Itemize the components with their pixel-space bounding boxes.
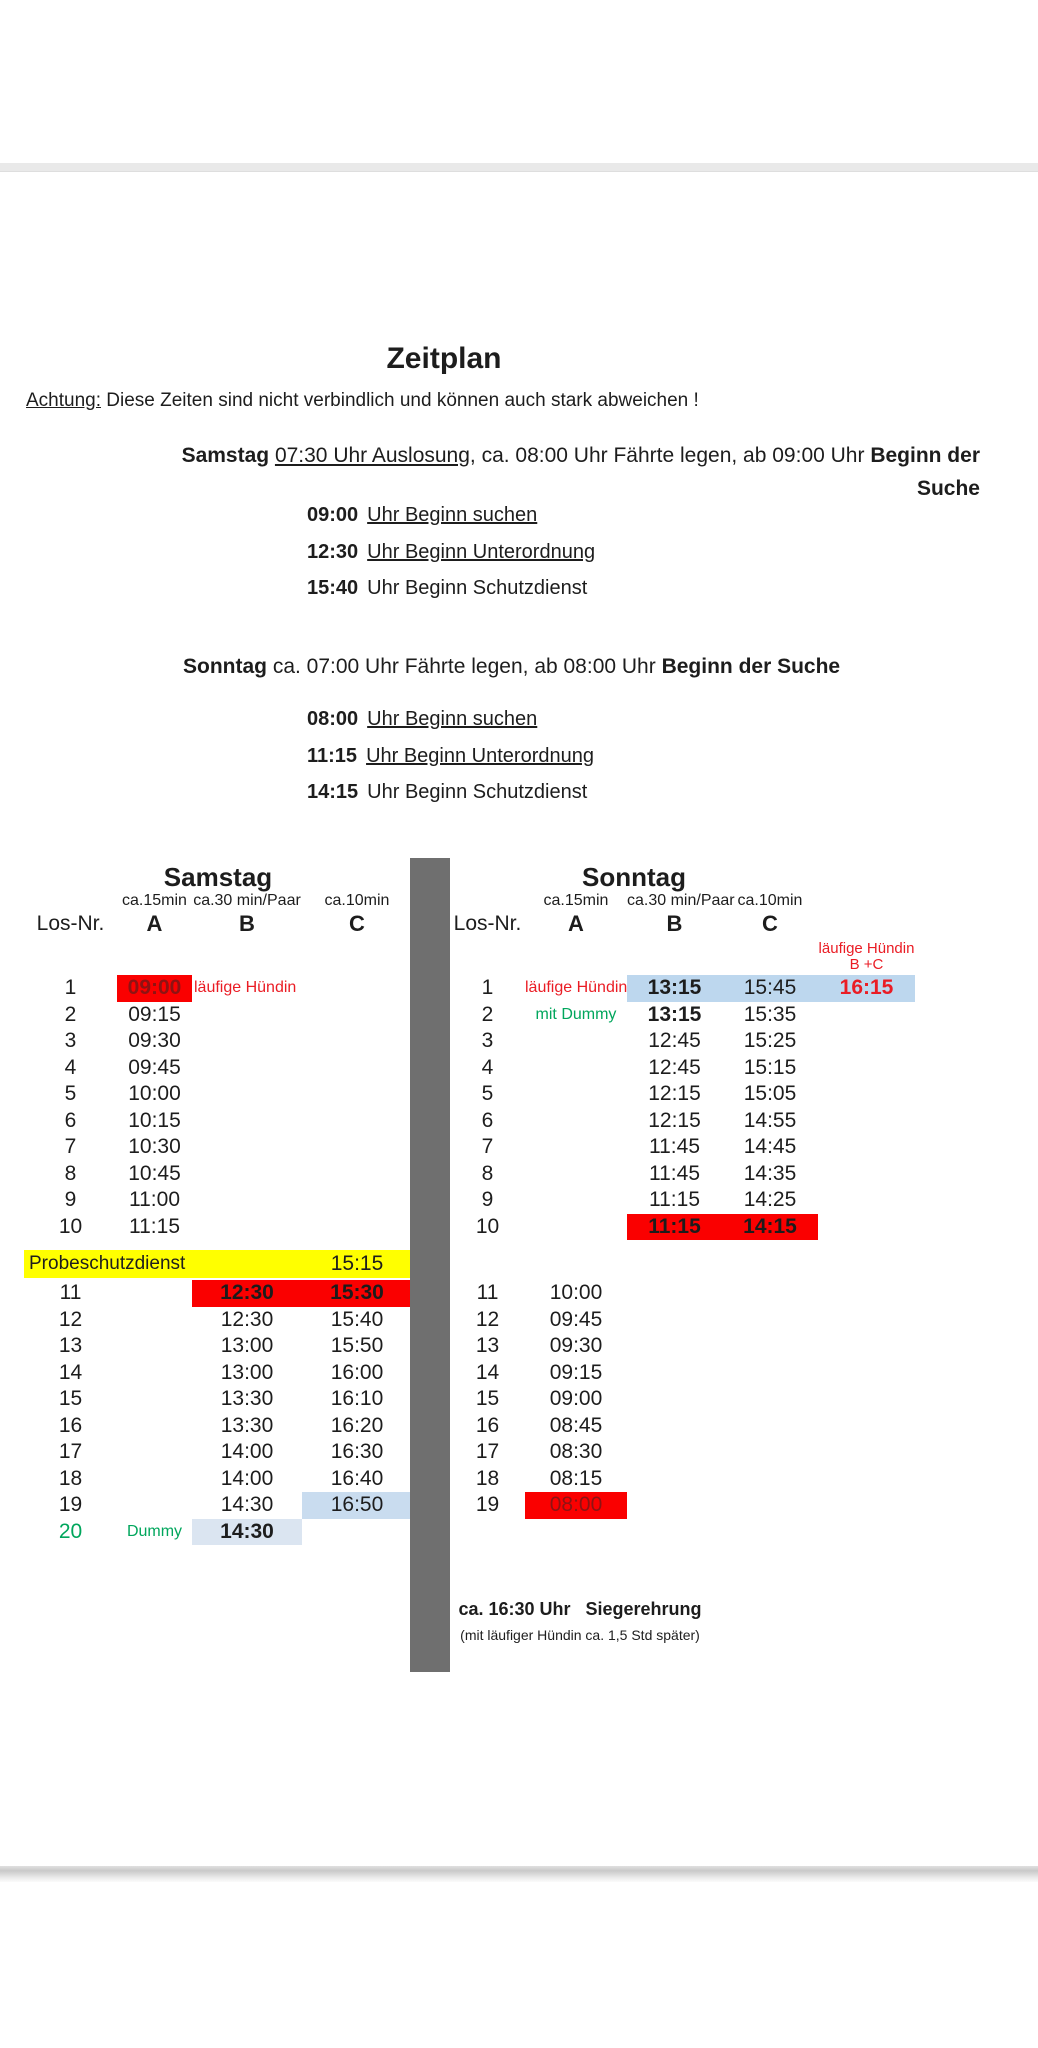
cell-b <box>627 1492 722 1519</box>
cell-nr: 16 <box>475 1413 500 1437</box>
cell-a <box>525 1055 627 1082</box>
cell-e <box>818 1333 915 1360</box>
cell-nr: 2 <box>481 1002 494 1026</box>
table-row <box>450 975 915 1002</box>
cell-b <box>192 1250 302 1278</box>
cell-a <box>525 1028 627 1055</box>
cell-c: 14:45 <box>743 1135 797 1158</box>
cell-c: 15:45 <box>722 975 818 1002</box>
extra-header-line: läufige Hündin <box>818 940 915 957</box>
schedule-item-label: Uhr Beginn suchen <box>367 708 538 730</box>
table-header-row <box>24 912 412 938</box>
schedule-item <box>307 540 595 577</box>
text-segment: 07:30 Uhr Auslosung <box>274 444 470 467</box>
table-row <box>450 1134 915 1161</box>
cell-e <box>818 1055 915 1082</box>
column-header-a: A <box>568 911 584 936</box>
subheader-c: ca.10min <box>324 892 390 909</box>
cell-c <box>302 1519 412 1546</box>
cell-nr: 13 <box>475 1334 500 1357</box>
cell-nr: 10 <box>58 1214 83 1238</box>
sunday-schedule-list <box>307 707 594 817</box>
cell-e <box>818 1214 915 1241</box>
cell-b: 12:30 <box>220 1307 274 1331</box>
cell-a: 08:15 <box>549 1466 603 1490</box>
cell-e <box>818 1002 915 1029</box>
cell-nr: 9 <box>481 1188 494 1211</box>
cell-nr: 1 <box>481 976 494 999</box>
cell-e: 16:15 <box>818 975 915 1002</box>
column-header-c: C <box>762 911 778 936</box>
table-row <box>24 1307 412 1334</box>
cell-e <box>818 1439 915 1466</box>
cell-a <box>117 1466 192 1493</box>
cell-a <box>525 1108 627 1135</box>
table-row <box>24 1214 412 1241</box>
cell-e <box>818 1081 915 1108</box>
cell-b: 13:00 <box>220 1334 274 1357</box>
table-row <box>450 1466 915 1493</box>
table-row <box>450 1307 915 1334</box>
cell-nr: 12 <box>475 1307 500 1331</box>
cell-b <box>627 1466 722 1493</box>
cell-a <box>525 1161 627 1188</box>
cell-b: 12:15 <box>648 1082 701 1105</box>
table-row <box>24 1134 412 1161</box>
table-row <box>24 1360 412 1387</box>
cell-b <box>192 1028 302 1055</box>
cell-b: 14:00 <box>220 1466 274 1490</box>
cell-b: 13:30 <box>220 1413 274 1437</box>
cell-a: 10:00 <box>128 1082 181 1105</box>
cell-a: 10:15 <box>128 1108 181 1132</box>
cell-a: 09:45 <box>549 1307 603 1331</box>
cell-b: 13:00 <box>220 1360 274 1384</box>
cell-nr: 18 <box>58 1466 83 1490</box>
cell-a <box>117 1413 192 1440</box>
cell-a: 10:00 <box>549 1281 603 1304</box>
table-row <box>450 1386 915 1413</box>
cell-a <box>525 1081 627 1108</box>
cell-e <box>818 1134 915 1161</box>
cell-c: 14:25 <box>743 1188 797 1211</box>
subheader-c: ca.10min <box>737 892 803 909</box>
cell-c <box>302 1081 412 1108</box>
cell-b <box>192 1214 302 1241</box>
cell-a: 09:15 <box>128 1002 181 1026</box>
schedule-item <box>307 780 594 817</box>
cell-c <box>722 1280 818 1307</box>
cell-nr: 4 <box>64 1055 77 1079</box>
text-segment: Beginn der Suche <box>661 655 841 678</box>
saturday-schedule-list <box>307 503 595 613</box>
cell-nr: 5 <box>481 1082 494 1105</box>
sunday-intro <box>183 655 840 679</box>
cell-b <box>192 1161 302 1188</box>
cell-b: 14:30 <box>192 1519 302 1546</box>
cell-e <box>818 1161 915 1188</box>
schedule-item-time: 08:00 <box>307 708 359 730</box>
cell-nr: 13 <box>58 1334 83 1357</box>
schedule-item-label: Uhr Beginn suchen <box>367 504 538 526</box>
cell-a: Dummy <box>126 1522 183 1540</box>
subheader-e <box>818 892 915 912</box>
table-row <box>450 1055 915 1082</box>
cell-nr: 12 <box>58 1307 83 1331</box>
cell-b: 11:45 <box>649 1135 700 1158</box>
schedule-item-time: 11:15 <box>307 744 358 767</box>
cell-c: 14:35 <box>743 1161 797 1185</box>
cell-c: 14:55 <box>743 1108 797 1132</box>
text-segment: , ca. 08:00 Uhr Fährte legen, ab 09:00 Uhr <box>469 444 871 467</box>
cell-b: 14:30 <box>220 1493 274 1516</box>
award-ceremony-line: ca. 16:30 Uhr Siegerehrung <box>458 1599 702 1619</box>
table-header-row <box>450 912 915 938</box>
cell-b: 11:45 <box>649 1161 700 1185</box>
column-header-nr: Los-Nr. <box>36 912 105 935</box>
table-row <box>450 1492 915 1519</box>
cell-b: 13:30 <box>220 1387 274 1410</box>
cell-a <box>117 1360 192 1387</box>
table-row <box>450 1439 915 1466</box>
table-row <box>450 1280 915 1307</box>
cell-b: 12:45 <box>648 1029 701 1052</box>
table-row <box>24 1081 412 1108</box>
cell-b <box>627 1413 722 1440</box>
cell-c <box>722 1360 818 1387</box>
cell-c: 14:15 <box>722 1214 818 1241</box>
table-divider-bar <box>410 858 450 1672</box>
cell-c: 15:15 <box>330 1252 384 1275</box>
schedule-item-label: Uhr Beginn Unterordnung <box>366 744 594 767</box>
cell-c: 15:15 <box>743 1055 797 1079</box>
cell-a <box>117 1439 192 1466</box>
cell-a: 09:00 <box>549 1387 603 1410</box>
subheader-b: ca.30 min/Paar <box>193 892 301 909</box>
cell-nr: 18 <box>475 1466 500 1490</box>
cell-b <box>627 1386 722 1413</box>
cell-a: 08:30 <box>549 1440 603 1463</box>
cell-c: 15:35 <box>743 1002 797 1026</box>
subheader-a: ca.15min <box>543 892 609 909</box>
cell-c <box>722 1386 818 1413</box>
cell-c <box>302 1161 412 1188</box>
cell-a: 08:00 <box>525 1492 627 1519</box>
column-header-b: B <box>666 911 683 936</box>
cell-c <box>302 1134 412 1161</box>
cell-nr: 4 <box>481 1055 494 1079</box>
table-row <box>450 1002 915 1029</box>
cell-b: 11:15 <box>649 1188 700 1211</box>
subheader-nr <box>450 892 525 912</box>
cell-c: 16:00 <box>330 1360 384 1384</box>
table-row <box>450 1333 915 1360</box>
cell-nr: 5 <box>64 1082 77 1105</box>
sunday-table <box>450 862 915 1519</box>
cell-nr: 20 <box>58 1519 83 1543</box>
cell-a: mit Dummy <box>535 1005 617 1023</box>
column-header-nr: Los-Nr. <box>453 912 522 935</box>
page-separator-bottom <box>0 1866 1038 1882</box>
cell-b: 12:30 <box>192 1280 302 1307</box>
table-subheader-row <box>24 892 412 912</box>
cell-nr: 14 <box>58 1360 83 1384</box>
cell-a: 09:45 <box>128 1055 181 1079</box>
table-gap-row <box>450 938 915 975</box>
table-row <box>24 975 412 1002</box>
cell-e <box>818 1466 915 1493</box>
text-segment: Beginn der <box>870 444 980 467</box>
cell-c <box>302 1187 412 1214</box>
table-row <box>24 1108 412 1135</box>
cell-c <box>302 1055 412 1082</box>
cell-nr: 3 <box>481 1029 494 1052</box>
cell-c: 16:20 <box>330 1413 384 1437</box>
subheader-nr <box>24 892 117 912</box>
cell-c <box>302 975 412 1002</box>
cell-a: 08:45 <box>549 1413 603 1437</box>
cell-c: 15:25 <box>743 1029 797 1052</box>
table-row <box>450 1360 915 1387</box>
cell-nr: 17 <box>475 1440 500 1463</box>
cell-e <box>818 1307 915 1334</box>
cell-b: 12:45 <box>648 1055 701 1079</box>
cell-a: 11:15 <box>129 1214 180 1238</box>
column-header-e <box>818 912 915 938</box>
cell-e <box>818 1108 915 1135</box>
cell-c: 15:30 <box>302 1280 412 1307</box>
cell-e <box>818 1413 915 1440</box>
text-segment: ca. 07:00 Uhr Fährte legen, ab 08:00 Uhr <box>272 655 662 678</box>
cell-c <box>722 1333 818 1360</box>
probeschutzdienst-label: Probeschutzdienst <box>29 1253 186 1274</box>
cell-a: läufige Hündin <box>525 979 628 996</box>
cell-e <box>818 1492 915 1519</box>
cell-b: 12:15 <box>648 1108 701 1132</box>
table-subheader-row <box>450 892 915 912</box>
cell-nr: 10 <box>475 1214 500 1238</box>
cell-a <box>117 1333 192 1360</box>
cell-a: 09:30 <box>128 1029 181 1052</box>
cell-c: 16:40 <box>330 1466 384 1490</box>
cell-c: 15:50 <box>330 1334 384 1357</box>
schedule-item-time: 14:15 <box>307 781 359 803</box>
schedule-item <box>307 576 595 613</box>
cell-c: 16:10 <box>330 1387 384 1410</box>
cell-c <box>302 1028 412 1055</box>
table-row <box>24 1002 412 1029</box>
schedule-item <box>307 707 594 744</box>
cell-b <box>192 1108 302 1135</box>
cell-a: 11:00 <box>129 1188 180 1211</box>
cell-b <box>192 1002 302 1029</box>
cell-nr: 2 <box>64 1002 77 1026</box>
cell-c <box>302 1002 412 1029</box>
schedule-item-time: 12:30 <box>307 540 359 563</box>
table-row <box>450 1108 915 1135</box>
table-row <box>24 1386 412 1413</box>
cell-nr: 16 <box>58 1413 83 1437</box>
table-row <box>450 1214 915 1241</box>
table-row <box>24 1333 412 1360</box>
cell-nr: 15 <box>58 1387 83 1410</box>
table-row <box>24 1439 412 1466</box>
cell-b <box>192 1081 302 1108</box>
cell-c: 16:30 <box>330 1440 384 1463</box>
cell-e <box>818 1028 915 1055</box>
cell-b <box>627 1307 722 1334</box>
column-header-c: C <box>349 911 365 936</box>
cell-c: 16:50 <box>302 1492 412 1519</box>
cell-a <box>117 1280 192 1307</box>
schedule-item-time: 15:40 <box>307 577 359 599</box>
cell-nr: 6 <box>481 1108 494 1132</box>
subheader-a: ca.15min <box>122 892 187 909</box>
schedule-item-time: 09:00 <box>307 504 359 526</box>
cell-nr: 7 <box>481 1135 494 1158</box>
cell-nr: 6 <box>64 1108 77 1132</box>
table-title: Sonntag <box>582 862 686 892</box>
cell-b: 13:15 <box>627 975 722 1002</box>
saturday-intro-line2 <box>130 472 980 505</box>
cell-a: 09:15 <box>549 1360 603 1384</box>
cell-a <box>525 1214 627 1241</box>
cell-nr: 7 <box>64 1135 77 1158</box>
cell-a: 09:00 <box>117 975 192 1002</box>
cell-b <box>627 1360 722 1387</box>
table-row <box>24 1492 412 1519</box>
table-row <box>450 1081 915 1108</box>
cell-c <box>722 1492 818 1519</box>
cell-c <box>302 1108 412 1135</box>
text-segment: Suche <box>916 477 980 500</box>
cell-a <box>525 1187 627 1214</box>
cell-nr: 19 <box>58 1493 83 1516</box>
cell-nr: 11 <box>476 1281 499 1304</box>
table-row <box>450 1187 915 1214</box>
table-row <box>24 1280 412 1307</box>
cell-nr: 17 <box>58 1440 83 1463</box>
table-row <box>24 1519 412 1546</box>
schedule-item-label: Uhr Beginn Schutzdienst <box>367 577 588 599</box>
schedule-item <box>307 503 595 540</box>
cell-a <box>117 1492 192 1519</box>
cell-nr: 8 <box>481 1161 494 1185</box>
table-row <box>450 1413 915 1440</box>
cell-nr: 3 <box>64 1029 77 1052</box>
table-row <box>24 1413 412 1440</box>
table-title: Samstag <box>163 862 273 892</box>
cell-nr: 9 <box>64 1188 77 1211</box>
cell-nr: 15 <box>475 1387 500 1410</box>
table-row <box>24 1161 412 1188</box>
cell-c <box>302 1214 412 1241</box>
cell-a: 09:30 <box>549 1334 603 1357</box>
cell-c <box>722 1413 818 1440</box>
cell-b: 11:15 <box>627 1214 722 1241</box>
table-row <box>24 1055 412 1082</box>
cell-b <box>192 1187 302 1214</box>
table-row <box>24 1187 412 1214</box>
cell-a: 10:45 <box>128 1161 181 1185</box>
cell-nr: 14 <box>475 1360 500 1384</box>
page-separator-top <box>0 163 1038 172</box>
cell-b <box>192 1134 302 1161</box>
spacer-row <box>450 1240 915 1280</box>
schedule-item-label: Uhr Beginn Unterordnung <box>367 540 596 563</box>
subheader-b: ca.30 min/Paar <box>627 892 735 909</box>
cell-c <box>722 1439 818 1466</box>
table-row <box>450 1028 915 1055</box>
text-segment: Sonntag <box>183 655 273 678</box>
column-header-a: A <box>146 911 163 936</box>
page-title: Zeitplan <box>386 342 502 376</box>
cell-b: läufige Hündin <box>194 979 297 996</box>
cell-nr: 11 <box>59 1281 82 1304</box>
cell-a <box>525 1134 627 1161</box>
table-gap-row <box>24 938 412 975</box>
table-row <box>24 1028 412 1055</box>
cell-nr: 1 <box>64 976 77 999</box>
cell-b: 13:15 <box>647 1002 702 1026</box>
cell-b <box>627 1280 722 1307</box>
text-segment: Achtung: <box>26 390 101 411</box>
cell-c: 15:05 <box>743 1082 797 1105</box>
saturday-table <box>24 862 412 1545</box>
cell-e <box>818 1280 915 1307</box>
cell-e <box>818 1187 915 1214</box>
schedule-item-label: Uhr Beginn Schutzdienst <box>367 781 588 803</box>
schedule-item <box>307 744 594 781</box>
text-segment: Diese Zeiten sind nicht verbindlich und können auch stark abweichen ! <box>101 390 699 411</box>
cell-c: 15:40 <box>330 1307 384 1331</box>
cell-b <box>627 1333 722 1360</box>
cell-a <box>117 1386 192 1413</box>
notice-line <box>26 390 699 412</box>
cell-b <box>192 1055 302 1082</box>
cell-nr: 8 <box>64 1161 77 1185</box>
table-row <box>450 1161 915 1188</box>
saturday-intro <box>130 439 980 505</box>
cell-e <box>818 1360 915 1387</box>
extra-column-header <box>818 941 915 973</box>
cell-nr: 19 <box>475 1493 500 1516</box>
cell-c <box>722 1307 818 1334</box>
cell-e <box>818 1386 915 1413</box>
table-row <box>24 1466 412 1493</box>
extra-header-line: B +C <box>849 956 884 973</box>
cell-b: 14:00 <box>220 1440 274 1463</box>
text-segment: Samstag <box>181 444 275 467</box>
cell-c <box>722 1466 818 1493</box>
award-ceremony-note: (mit läufiger Hündin ca. 1,5 Std später) <box>460 1627 700 1643</box>
saturday-intro-line1 <box>130 439 980 472</box>
column-header-b: B <box>239 911 255 936</box>
cell-b <box>627 1439 722 1466</box>
cell-a: 10:30 <box>128 1135 181 1158</box>
cell-a <box>117 1307 192 1334</box>
probeschutzdienst-row <box>24 1250 412 1278</box>
